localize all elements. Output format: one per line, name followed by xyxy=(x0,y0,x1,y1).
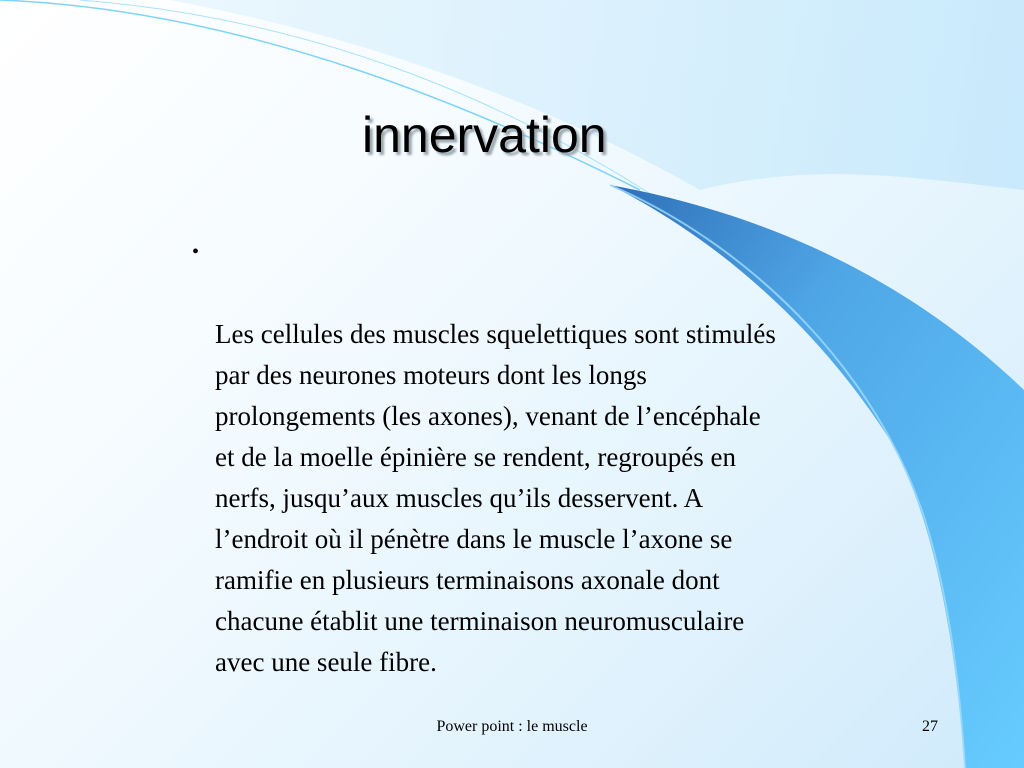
bullet-list xyxy=(188,232,948,683)
footer-presentation-title: Power point : le muscle xyxy=(436,718,588,735)
bullet-item xyxy=(188,232,948,683)
slide-page-number: 27 xyxy=(922,718,938,735)
slide-title: innervation xyxy=(362,107,607,163)
bullet-text: Les cellules des muscles squelettiques sont stimulés par des neurones moteurs dont les longs prolongements (les axones), venant de l’encéphale et de la moelle épinière se rendent, regroupés en nerfs, jusqu’aux muscles qu’ils desservent. A l’endroit où il pénètre dans le muscle l’axone se ramifie en plusieurs terminaisons axonale dont chacune établit une terminaison neuromusculaire avec une seule fibre. xyxy=(215,319,776,677)
bullet-dot-icon: • xyxy=(192,241,200,263)
